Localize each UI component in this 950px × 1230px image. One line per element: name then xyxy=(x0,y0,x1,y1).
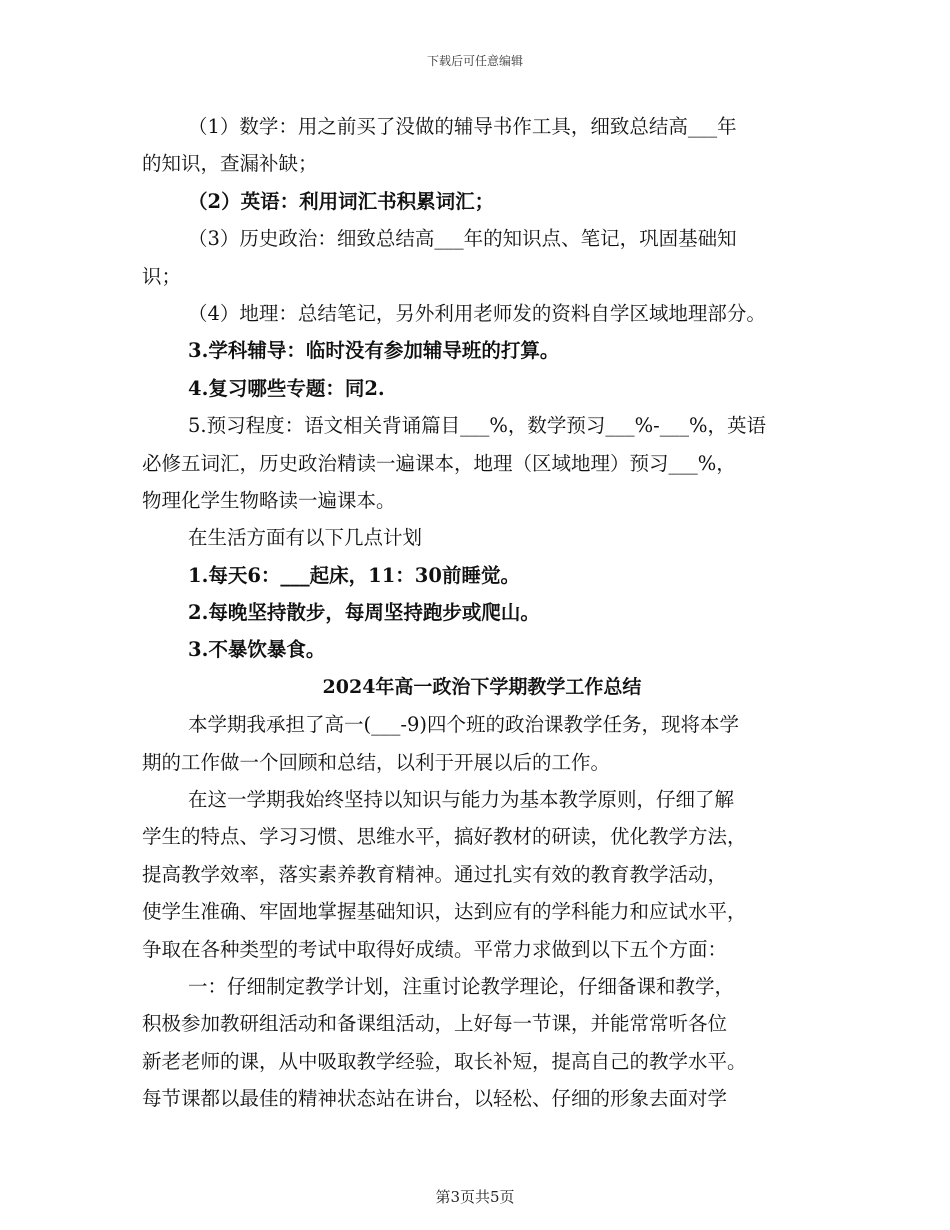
text-line: （1）数学：用之前买了没做的辅导书作工具，细致总结高___年 xyxy=(188,115,737,138)
text-line: 每节课都以最佳的精神状态站在讲台，以轻松、仔细的形象去面对学 xyxy=(142,1087,728,1111)
page-header: 下载后可任意编辑 xyxy=(426,54,523,68)
text-line: 使学生准确、牢固地掌握基础知识，达到应有的学科能力和应试水平， xyxy=(142,900,747,924)
text-line: 积极参加教研组活动和备课组活动，上好每一节课，并能常常听各位 xyxy=(142,1012,728,1036)
text-line-bold: 1.每天6：___起床，11：30前睡觉。 xyxy=(188,563,520,587)
text-line: （3）历史政治：细致总结高___年的知识点、笔记，巩固基础知 xyxy=(188,227,737,251)
text-line: （4）地理：总结笔记，另外利用老师发的资料自学区域地理部分。 xyxy=(188,301,766,325)
text-line-bold: 2.每晚坚持散步，每周坚持跑步或爬山。 xyxy=(188,601,540,625)
text-line: 学生的特点、学习习惯、思维水平，搞好教材的研读，优化教学方法， xyxy=(142,825,747,849)
text-line: 期的工作做一个回顾和总结，以利于开展以后的工作。 xyxy=(142,750,611,774)
text-line: 在生活方面有以下几点计划 xyxy=(188,526,423,550)
text-line: 本学期我承担了高一(___-9)四个班的政治课教学任务，现将本学 xyxy=(188,713,739,737)
text-line: 识； xyxy=(142,264,182,288)
text-line-bold: 3.学科辅导：临时没有参加辅导班的打算。 xyxy=(188,339,560,363)
section-title: 2024年高一政治下学期教学工作总结 xyxy=(322,675,642,698)
text-line: 在这一学期我始终坚持以知识与能力为基本教学原则，仔细了解 xyxy=(188,788,735,812)
text-line: 必修五词汇，历史政治精读一遍课本，地理（区域地理）预习___%， xyxy=(142,451,736,475)
text-line: 物理化学生物略读一遍课本。 xyxy=(142,488,396,512)
text-line: 提高教学效率，落实素养教育精神。通过扎实有效的教育教学活动， xyxy=(142,862,728,886)
text-line: 一：仔细制定教学计划，注重讨论教学理论，仔细备课和教学， xyxy=(188,974,735,998)
text-line-bold: 4.复习哪些专题：同2. xyxy=(188,376,385,400)
text-line: 新老老师的课，从中吸取教学经验，取长补短，提高自己的教学水平。 xyxy=(142,1049,747,1073)
page-footer: 第3页共5页 xyxy=(435,1188,515,1206)
text-line: 争取在各种类型的考试中取得好成绩。平常力求做到以下五个方面： xyxy=(142,937,728,961)
text-line-bold: 3.不暴饮暴食。 xyxy=(188,638,326,662)
text-line: 的知识，查漏补缺； xyxy=(142,152,318,176)
text-line: 5.预习程度：语文相关背诵篇目___%，数学预习___%-___%，英语 xyxy=(188,414,767,438)
document-body xyxy=(142,108,822,1118)
text-line-bold: （2）英语：利用词汇书积累词汇； xyxy=(188,189,495,213)
